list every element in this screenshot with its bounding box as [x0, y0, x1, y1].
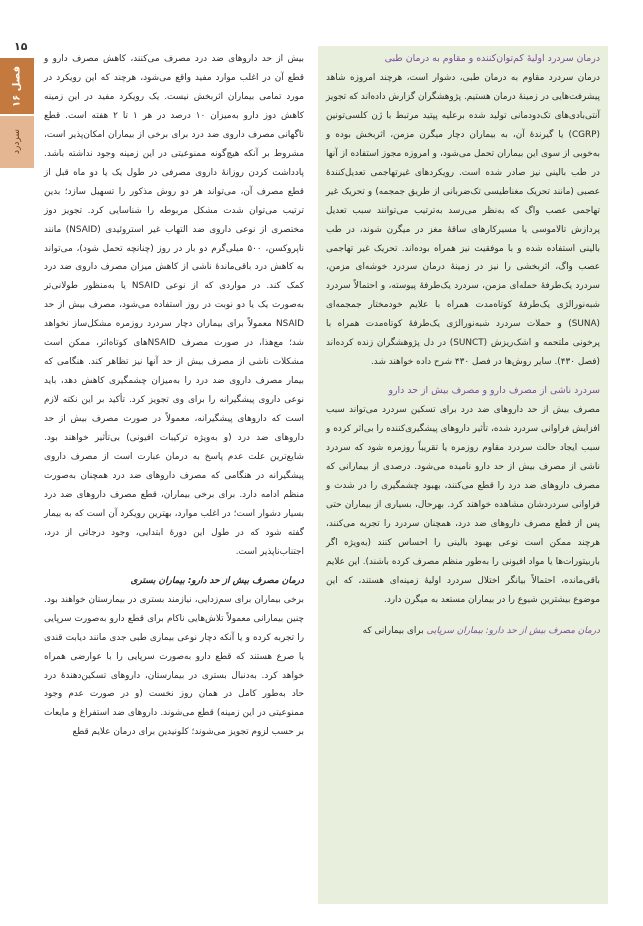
- left-text-column: [36, 46, 312, 904]
- chapter-tab-label: فصل ۱۶: [0, 58, 34, 114]
- inpatient-section-title: درمان مصرف بیش از حد دارو: بیماران بستری: [130, 575, 304, 586]
- outpatient-section-title: درمان مصرف بیش از حد دارو: بیماران سرپایی: [426, 625, 600, 636]
- topic-tab-label: سردرد: [0, 116, 34, 168]
- section-body-medication-overuse: مصرف بیش از حد داروهای ضد درد برای تسکین سردرد می‌تواند سبب افزایش فراوانی سردرد شده، تأثیر داروهای پیشگیری‌کننده را بی‌اثر کرده و سبب ایجاد حالت سردرد مقاوم روزمره یا تقریباً روزمره شود که سردرد ناشی از مصرف بیش از حد دارو نامیده می‌شود. درصدی از بیمارانی که مصرف داروهای ضد درد را قطع می‌کنند، بهبود چشمگیری را در شدت و فراوانی سردردشان مشاهده خواهند کرد. بهرحال، بسیاری از بیماران حتی پس از قطع مصرف داروهای ضد درد، همچنان سردرد را تجربه می‌کنند، هرچند ممکن است نوعی بهبود بالینی را احساس کنند (به‌ویژه اگر باربیتورات‌ها یا مواد افیونی را به‌طور منظم مصرف کرده باشند). این علایم باقی‌مانده، احتمالاً بیانگر اختلال سردرد اولیهٔ زمینه‌ای هستند، که این موضوع بیشترین شیوع را در بیماران مستعد به میگرن دارد.: [326, 405, 600, 605]
- outpatient-section-tail: برای بیمارانی که: [362, 625, 424, 636]
- page-number: ۱۵: [14, 40, 28, 53]
- chapter-side-tab: [0, 58, 34, 168]
- left-paragraph-1: بیش از حد داروهای ضد درد مصرف می‌کنند، کاهش مصرف دارو و قطع آن در اغلب موارد مفید واقع می‌شود، هرچند که این رویکرد در مورد تمامی بیماران اثربخش نیست. یک رویکرد مفید در این زمینه کاهش دوز دارو به‌میزان ۱۰ درصد در هر ۱ تا ۲ هفته است. قطع ناگهانی مصرف داروی ضد درد برای برخی از بیماران امکان‌پذیر است، مشروط بر آنکه هیچ‌گونه ممنوعیتی در این زمینه وجود نداشته باشد. پادداشت کردن روزانهٔ داروی مصرفی در طول یک یا دو ماه قبل از قطع مصرف آن، می‌تواند هر دو روش مذکور را تسهیل سازد؛ بدین ترتیب می‌توان شدت مشکل مربوطه را شناسایی کرد. تجویز دوز مختصری از نوعی داروی ضد التهاب غیر استروئیدی (NSAID) مانند ناپروکسن، ۵۰۰ میلی‌گرم دو بار در روز (چنانچه تحمل شود)، می‌تواند به کاهش درد باقی‌ماندهٔ ناشی از کاهش میزان مصرف داروی ضد درد کمک کند. در مواردی که از نوعی NSAID یا به‌منظور طولانی‌تر به‌صورت یک یا دو نوبت در روز استفاده می‌شود، مصرف بیش از حد NSAID معمولاً برای بیماران دچار سردرد روزمره مشکل‌ساز نخواهد شد؛ مع‌هذا، در صورت مصرف NSAIDهای کوتاه‌اثر، ممکن است مشکلات ناشی از مصرف بیش از حد آنها نیز تظاهر کند. هنگامی که بیمار مصرف داروی ضد درد را به‌میزان چشمگیری کاهش دهد، باید نوعی داروی پیشگیرانه را برای وی تجویز کرد. تأکید بر این نکته لازم است که داروهای پیشگیرانه، معمولاً در صورت مصرف بیش از حد داروهای ضد درد (و به‌ویژه ترکیبات افیونی) بی‌تأثیر خواهند بود. شایع‌ترین علت عدم پاسخ به درمان عبارت است از مصرف داروی پیشگیرانه در هنگامی که مصرف داروهای ضد درد همچنان به‌صورت منظم ادامه دارد. برای برخی بیماران، قطع مصرف داروهای ضد درد بسیار دشوار است؛ در اغلب موارد، بهترین رویکرد آن است که به بیمار گفته شود که در طول این دورهٔ ابتدایی، وجود درجاتی از درد، اجتناب‌ناپذیر است.: [44, 54, 304, 557]
- section-title-refractory: درمان سردرد اولیهٔ کم‌توان‌کننده و مقاوم به درمان طبی: [384, 53, 600, 64]
- right-text-column: [318, 46, 608, 904]
- section-body-refractory: درمان سردرد مقاوم به درمان طبی، دشوار است، هرچند امروزه شاهد پیشرفت‌هایی در زمینهٔ درمان هستیم. پژوهشگران گزارش داده‌اند که تجویز آنتی‌بادی‌های تک‌دودمانی تولید شده برعلیه پپتید مرتبط با ژن کلسی‌تونین (CGRP) یا گیرندهٔ آن، به بیماران دچار میگرن مزمن، اثربخش بوده و به‌خوبی از سوی این بیماران تحمل می‌شود، و امروزه مجوز استفاده از آنها در طب بالینی نیز صادر شده است. رویکردهای غیرتهاجمی تعدیل‌کنندهٔ عصبی (مانند تحریک مغناطیسی تک‌ضربانی از طریق جمجمه) و تحریک غیر تهاجمی عصب واگ که به‌نظر می‌رسد به‌ترتیب می‌توانند سبب تعدیل پردازش تالاموسی یا مسیرکارهای ساقهٔ مغز در میگرن شوند، در طب بالینی استفاده شده و با موفقیت نیز همراه بوده‌اند. تحریک غیر تهاجمی عصب واگ، اثربخشی را نیز در زمینهٔ درمان سردرد خوشه‌ای مزمن، سردرد یک‌طرفهٔ حمله‌ای مزمن، سردرد یک‌طرفهٔ پیوسته، و احتمالاً سردرد شبه‌نورالژی یک‌طرفهٔ کوتاه‌مدت همراه با علایم خودمختار جمجمه‌ای (SUNA) و حملات سردرد شبه‌نورالژی یک‌طرفهٔ کوتاه‌مدت همراه با پرخونی ملتحمه و اشک‌ریزش (SUNCT) در دل پژوهشگران زنده کرده‌اند (فصل ۴۳۰). سایر روش‌ها در فصل ۴۳۰ شرح داده خواهند شد.: [326, 72, 600, 368]
- left-paragraph-2: برخی بیماران برای سم‌زدایی، نیازمند بستری در بیمارستان خواهند بود. چنین بیمارانی معمولاً تلاش‌هایی ناکام برای قطع دارو به‌صورت سرپایی را تجربه کرده و یا آنکه دچار نوعی بیماری طبی جدی مانند دیابت قندی یا صرع هستند که قطع دارو به‌صورت سرپایی را با عوارضی همراه خواهد کرد. به‌دنبال بستری در بیمارستان، داروهای تسکین‌دهندهٔ درد حاد به‌طور کامل در همان روز نخست (و در صورت عدم وجود ممنوعیتی در این زمینه) قطع می‌شوند. داروهای ضد استفراغ و مایعات بر حسب لزوم تجویز می‌شوند؛ کلونیدین برای درمان علایم قطع: [44, 594, 304, 738]
- section-title-medication-overuse: سردرد ناشی از مصرف دارو و مصرف بیش از حد دارو: [388, 385, 600, 397]
